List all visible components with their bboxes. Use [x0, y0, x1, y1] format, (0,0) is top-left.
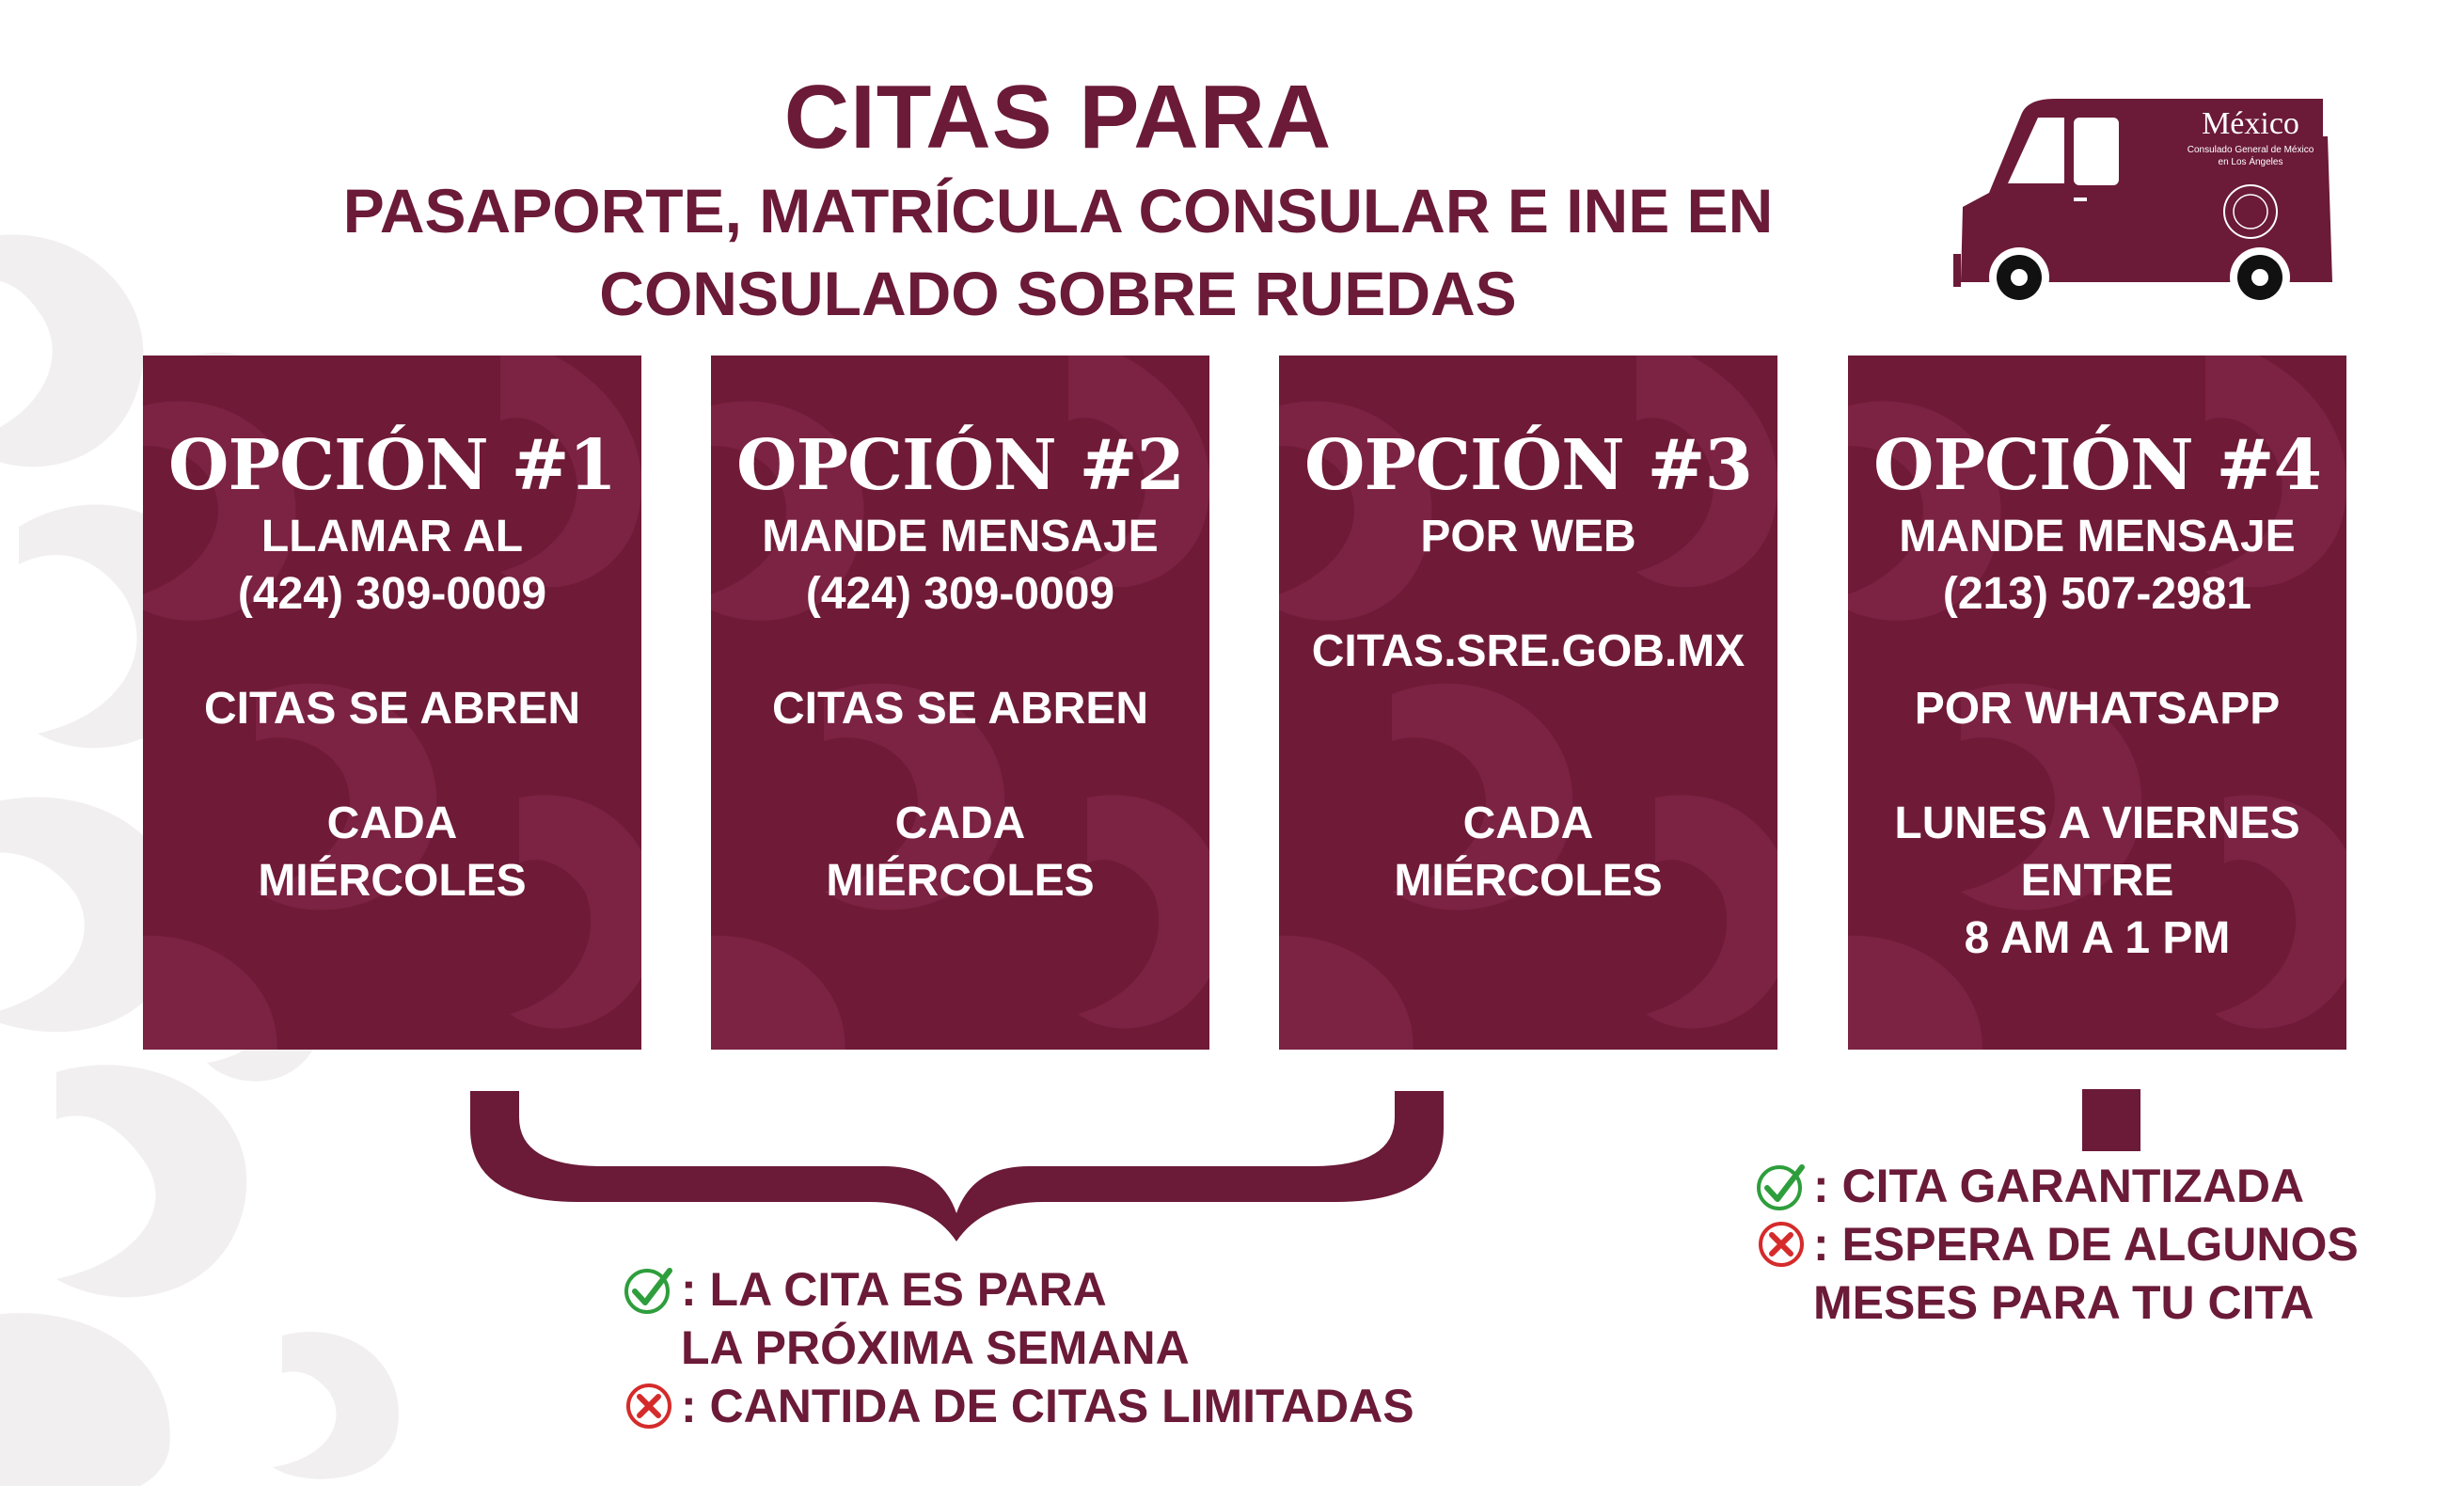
wheel-icon — [1989, 247, 2049, 306]
legend-right — [1755, 1157, 2359, 1332]
option-phone: (213) 507-2981 — [1942, 569, 2252, 619]
truck-logo-sub1: Consulado General de México — [2187, 145, 2314, 155]
legend-marker — [2082, 1089, 2140, 1151]
option-spacer — [1279, 565, 1777, 623]
header — [188, 66, 1928, 335]
option-spacer — [143, 737, 641, 795]
option-card-4 — [1848, 356, 2346, 1050]
option-line: CITAS SE ABREN — [771, 684, 1149, 734]
check-icon — [623, 1263, 675, 1316]
legend-check-text: : CITA GARANTIZADA — [1813, 1160, 2305, 1212]
option-line: ENTRE — [2020, 856, 2174, 906]
option-phone: (424) 309-0009 — [237, 569, 547, 619]
cross-icon — [1755, 1218, 1808, 1271]
option-line: POR WHATSAPP — [1914, 684, 2281, 734]
option-line: CADA — [1462, 798, 1594, 848]
truck-logo-sub2: en Los Ángeles — [2218, 157, 2283, 167]
option-spacer — [1848, 623, 2346, 680]
option-spacer — [711, 737, 1209, 795]
option-line: 8 AM A 1 PM — [1964, 913, 2231, 963]
legend-cross-text: : CANTIDA DE CITAS LIMITADAS — [681, 1380, 1414, 1432]
option-spacer — [1279, 737, 1777, 795]
option-line: MIÉRCOLES — [258, 856, 527, 906]
legend-check-text-cont: LA PRÓXIMA SEMANA — [681, 1321, 1190, 1374]
option-line: LLAMAR AL — [261, 512, 524, 561]
option-spacer — [1848, 737, 2346, 795]
option-line: CITAS SE ABREN — [203, 684, 581, 734]
option-line: LUNES A VIERNES — [1894, 798, 2300, 848]
page-subtitle-line1: PASAPORTE, MATRÍCULA CONSULAR E INE EN — [342, 176, 1774, 245]
truck-icon — [1951, 94, 2346, 306]
option-line: MANDE MENSAJE — [762, 512, 1159, 561]
option-line: CADA — [326, 798, 458, 848]
legend-cross-text: : ESPERA DE ALGUNOS — [1813, 1218, 2359, 1271]
curly-brace-icon — [470, 1091, 1444, 1241]
legend-left — [623, 1260, 1414, 1435]
page-title: CITAS PARA — [783, 67, 1333, 167]
option-spacer — [143, 623, 641, 680]
option-card-3 — [1279, 356, 1777, 1050]
option-line: POR WEB — [1420, 512, 1636, 561]
truck-logo-text: México — [2202, 106, 2299, 141]
legend-cross-text-cont: MESES PARA TU CITA — [1813, 1276, 2314, 1329]
check-icon — [1755, 1160, 1808, 1212]
wheel-icon — [2230, 247, 2290, 306]
option-title: OPCIÓN #2 — [736, 425, 1184, 506]
option-line: MIÉRCOLES — [826, 856, 1095, 906]
option-line: MANDE MENSAJE — [1899, 512, 2296, 561]
option-spacer — [1279, 680, 1777, 737]
option-title: OPCIÓN #3 — [1304, 425, 1752, 506]
option-card-1 — [143, 356, 641, 1050]
cross-icon — [623, 1380, 675, 1432]
option-line: CADA — [894, 798, 1026, 848]
option-title: OPCIÓN #4 — [1873, 425, 2321, 506]
page-subtitle-line2: CONSULADO SOBRE RUEDAS — [599, 259, 1517, 328]
option-spacer — [711, 623, 1209, 680]
option-line: MIÉRCOLES — [1394, 856, 1663, 906]
option-title: OPCIÓN #1 — [168, 425, 616, 506]
option-card-2 — [711, 356, 1209, 1050]
option-phone: (424) 309-0009 — [805, 569, 1115, 619]
legend-check-text: : LA CITA ES PARA — [681, 1263, 1107, 1316]
option-url: CITAS.SRE.GOB.MX — [1311, 626, 1745, 676]
